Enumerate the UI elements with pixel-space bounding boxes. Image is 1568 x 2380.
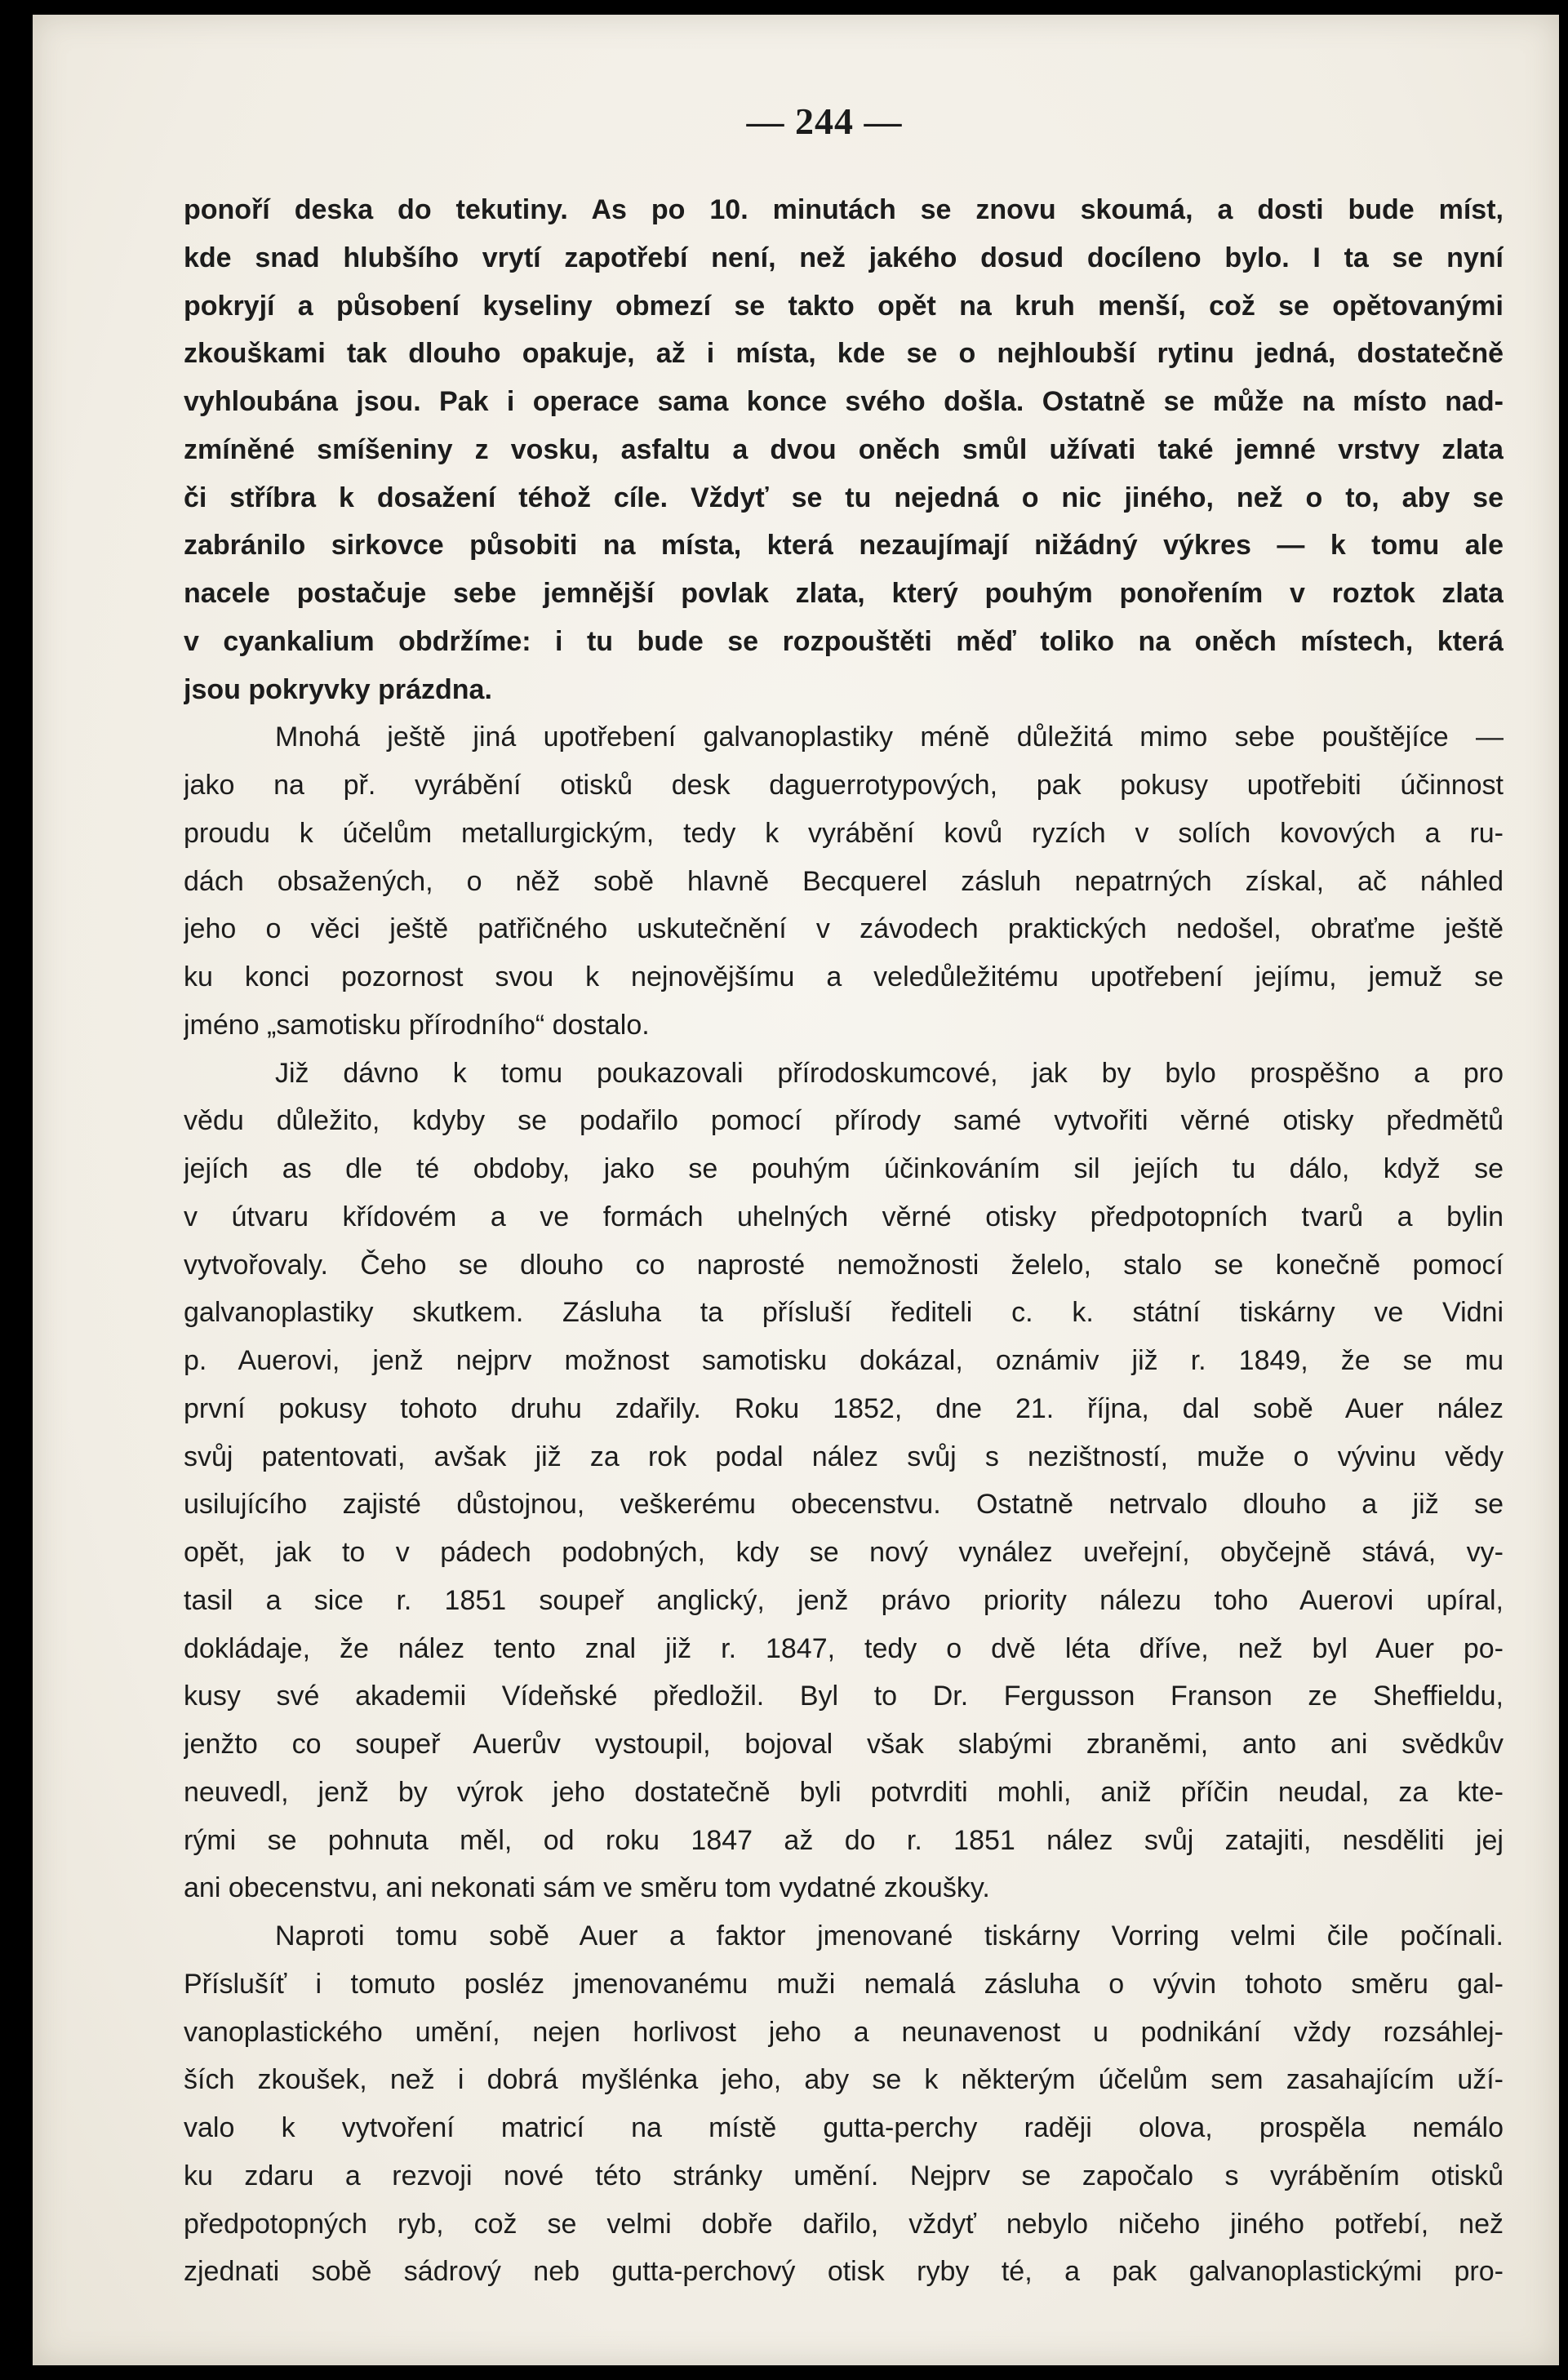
text-line: ku konci pozornost svou k nejnovějšímu a veledůležitému upotřebení jejímu, jemuž se	[184, 961, 1504, 992]
text-line: ších zkoušek, než i dobrá myšlénka jeho, aby se k některým účelům sem zasahajícím uží-	[184, 2064, 1504, 2096]
text-line: jenžto co soupeř Auerův vystoupil, bojoval však slabými zbraněmi, anto ani svědkův	[184, 1729, 1504, 1760]
text-line: Příslušíť i tomuto posléz jmenovanému muži nemalá zásluha o vývin tohoto směru gal-	[184, 1968, 1504, 2000]
text-line: vědu důležito, kdyby se podařilo pomocí přírody samé vytvořiti věrné otisky předmětů	[184, 1105, 1504, 1137]
text-line: usilujícího zajisté důstojnou, veškerému obecenstvu. Ostatně netrvalo dlouho a již se	[184, 1489, 1504, 1521]
text-line: p. Auerovi, jenž nejprv možnost samotisku dokázal, oznámiv již r. 1849, že se mu	[184, 1345, 1504, 1376]
text-line: předpotopných ryb, což se velmi dobře dařilo, vždyť nebylo ničeho jiného potřebí, než	[184, 2208, 1504, 2240]
text-line: vanoplastického umění, nejen horlivost jeho a neunavenost u podnikání vždy rozsáhlej-	[184, 2016, 1504, 2048]
text-line: ku zdaru a rezvoji nové této stránky umění. Nejprv se započalo s vyráběním otisků	[184, 2160, 1504, 2191]
text-line: proudu k účelům metallurgickým, tedy k vyrábění kovů ryzích v solích kovových a ru-	[184, 817, 1504, 849]
text-line: vyhloubána jsou. Pak i operace sama konce svého došla. Ostatně se může na místo nad-	[184, 386, 1504, 417]
text-line: galvanoplastiky skutkem. Zásluha ta přísluší řediteli c. k. státní tiskárny ve Vidni	[184, 1297, 1504, 1329]
text-line: kusy své akademii Vídeňské předložil. Byl to Dr. Fergusson Franson ze Sheffieldu,	[184, 1681, 1504, 1712]
text-line: tasil a sice r. 1851 soupeř anglický, jenž právo priority nálezu toho Auerovi upíral,	[184, 1584, 1504, 1616]
text-line: ponoří deska do tekutiny. As po 10. minutách se znovu skoumá, a dosti bude míst,	[184, 194, 1504, 225]
text-line: první pokusy tohoto druhu zdařily. Roku 1852, dne 21. října, dal sobě Auer nález	[184, 1392, 1504, 1424]
text-line: dokládaje, že nález tento znal již r. 1847, tedy o dvě léta dříve, než byl Auer po-	[184, 1632, 1504, 1664]
text-line: v cyankalium obdržíme: i tu bude se rozpouštěti měď toliko na oněch místech, která	[184, 625, 1504, 657]
text-line: kde snad hlubšího vrytí zapotřebí není, než jakého dosud docíleno bylo. I ta se nyní	[184, 242, 1504, 273]
text-line: v útvaru křídovém a ve formách uhelných věrné otisky předpotopních tvarů a bylin	[184, 1201, 1504, 1232]
text-line: či stříbra k dosažení téhož cíle. Vždyť se tu nejedná o nic jiného, než o to, aby se	[184, 482, 1504, 513]
text-line: opět, jak to v pádech podobných, kdy se nový vynález uveřejní, obyčejně stává, vy-	[184, 1537, 1504, 1568]
text-line: valo k vytvoření matricí na místě gutta-perchy raději olova, prospěla nemálo	[184, 2112, 1504, 2143]
page-number: — 244 —	[746, 100, 903, 142]
text-line: jméno „samotisku přírodního“ dostalo.	[184, 1009, 650, 1041]
text-line: zabránilo sirkovce působiti na místa, která nezaujímají nižádný výkres — k tomu ale	[184, 530, 1504, 562]
text-line: jeho o věci ještě patřičného uskutečnění v závodech praktických nedošel, obraťme ještě	[184, 913, 1504, 945]
text-line: Mnohá ještě jiná upotřebení galvanoplastiky méně důležitá mimo sebe pouštějíce —	[275, 722, 1504, 753]
text-line: jejích as dle té obdoby, jako se pouhým účinkováním sil jejích tu dálo, když se	[184, 1153, 1504, 1184]
text-line: jsou pokryvky prázdna.	[184, 673, 492, 705]
body-text	[184, 186, 1504, 2296]
text-line: svůj patentovati, avšak již za rok podal nález svůj s nezištností, muže o vývinu vědy	[184, 1441, 1504, 1472]
text-line: neuvedl, jenž by výrok jeho dostatečně byli potvrditi mohli, aniž příčin neudal, za kte-	[184, 1776, 1504, 1808]
text-line: zkouškami tak dlouho opakuje, až i místa, kde se o nejhloubší rytinu jedná, dostatečně	[184, 338, 1504, 370]
text-line: Již dávno k tomu poukazovali přírodoskumcové, jak by bylo prospěšno a pro	[275, 1057, 1504, 1089]
text-line: rými se pohnuta měl, od roku 1847 až do r. 1851 nález svůj zatajiti, nesděliti jej	[184, 1824, 1504, 1856]
text-line: Naproti tomu sobě Auer a faktor jmenované tiskárny Vorring velmi čile počínali.	[275, 1920, 1504, 1952]
text-line: zjednati sobě sádrový neb gutta-perchový otisk ryby té, a pak galvanoplastickými pro-	[184, 2256, 1504, 2288]
text-line: nacele postačuje sebe jemnější povlak zlata, který pouhým ponořením v roztok zlata	[184, 578, 1504, 609]
text-line: pokryjí a působení kyseliny obmezí se takto opět na kruh menší, což se opětovanými	[184, 290, 1504, 322]
text-line: vytvořovaly. Čeho se dlouho co naprosté nemožnosti želelo, stalo se konečně pomocí	[184, 1249, 1504, 1281]
book-page	[33, 15, 1559, 2365]
text-line: zmíněné smíšeniny z vosku, asfaltu a dvou oněch smůl užívati také jemné vrstvy zlata	[184, 433, 1504, 465]
text-line: ani obecenstvu, ani nekonati sám ve směru tom vydatné zkoušky.	[184, 1872, 990, 1904]
text-line: jako na př. vyrábění otisků desk daguerrotypových, pak pokusy upotřebiti účinnost	[184, 770, 1504, 801]
text-line: dách obsažených, o něž sobě hlavně Becquerel zásluh nepatrných získal, ač náhled	[184, 865, 1504, 897]
